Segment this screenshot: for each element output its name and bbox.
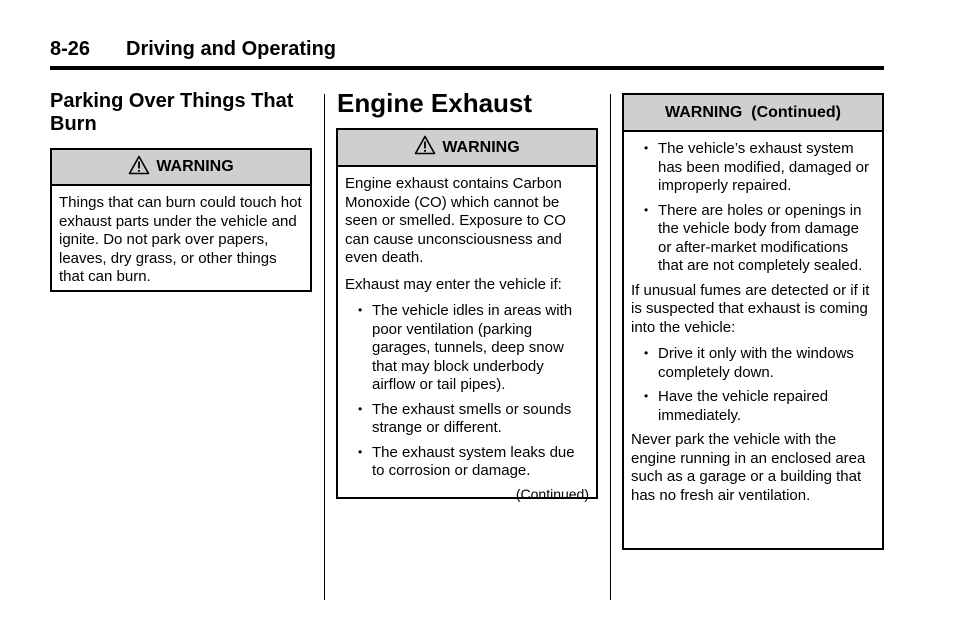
warning-paragraph: If unusual fumes are detected or if it is suspected that exhaust is coming into the vehicle: <box>631 281 870 336</box>
list-item: • There are holes or openings in the vehicle body from damage or after-market modifications that are not completely sealed. <box>658 202 875 276</box>
warning-paragraph: Never park the vehicle with the engine running in an enclosed area such as a garage or a building that has no fresh air ventilation. <box>631 431 866 504</box>
bullet-list <box>631 140 875 276</box>
warning-box-parking <box>50 148 312 292</box>
warning-text: Things that can burn could touch hot exhaust parts under the vehicle and ignite. Do not park over papers, leaves, dry grass, or other things that can burn. <box>59 194 302 285</box>
list-item: • The exhaust smells or sounds strange or different. <box>372 401 589 438</box>
warning-paragraph: Exhaust may enter the vehicle if: <box>345 275 562 293</box>
list-item: • The vehicle’s exhaust system has been modified, damaged or improperly repaired. <box>658 140 875 196</box>
warning-body <box>338 167 596 509</box>
warning-header <box>338 130 596 167</box>
section-heading-engine-exhaust: Engine Exhaust <box>337 88 533 118</box>
list-item: • The vehicle idles in areas with poor ventilation (parking garages, tunnels, deep snow that may block underbody airflow or tail pipes). <box>372 302 589 395</box>
column-divider <box>610 94 611 600</box>
section-title: Driving and Operating <box>126 38 337 60</box>
warning-paragraph: Engine exhaust contains Carbon Monoxide (CO) which cannot be seen or smelled. Exposure to CO can cause unconsciousness and even death. <box>345 175 566 266</box>
warning-label: WARNING <box>442 138 520 156</box>
warning-box-continued <box>622 93 884 550</box>
column-divider <box>324 94 325 600</box>
warning-label: WARNING (Continued) <box>665 103 841 121</box>
continued-note: (Continued) <box>515 485 589 502</box>
page-header <box>50 38 884 70</box>
list-item: • The exhaust system leaks due to corrosion or damage. <box>372 444 589 481</box>
warning-body <box>624 132 882 519</box>
warning-header <box>52 150 310 186</box>
bullet-list <box>631 345 875 425</box>
section-heading-parking: Parking Over Things That Burn <box>50 90 294 135</box>
warning-header <box>624 95 882 132</box>
warning-label: WARNING <box>156 158 234 175</box>
page-number: 8-26 <box>50 38 91 60</box>
warning-body <box>52 186 310 301</box>
warning-triangle-icon <box>414 135 436 160</box>
warning-triangle-icon <box>128 155 150 180</box>
warning-box-exhaust <box>336 128 598 502</box>
list-item: • Have the vehicle repaired immediately. <box>658 388 875 425</box>
bullet-list <box>345 302 589 481</box>
list-item: • Drive it only with the windows completely down. <box>658 345 875 382</box>
